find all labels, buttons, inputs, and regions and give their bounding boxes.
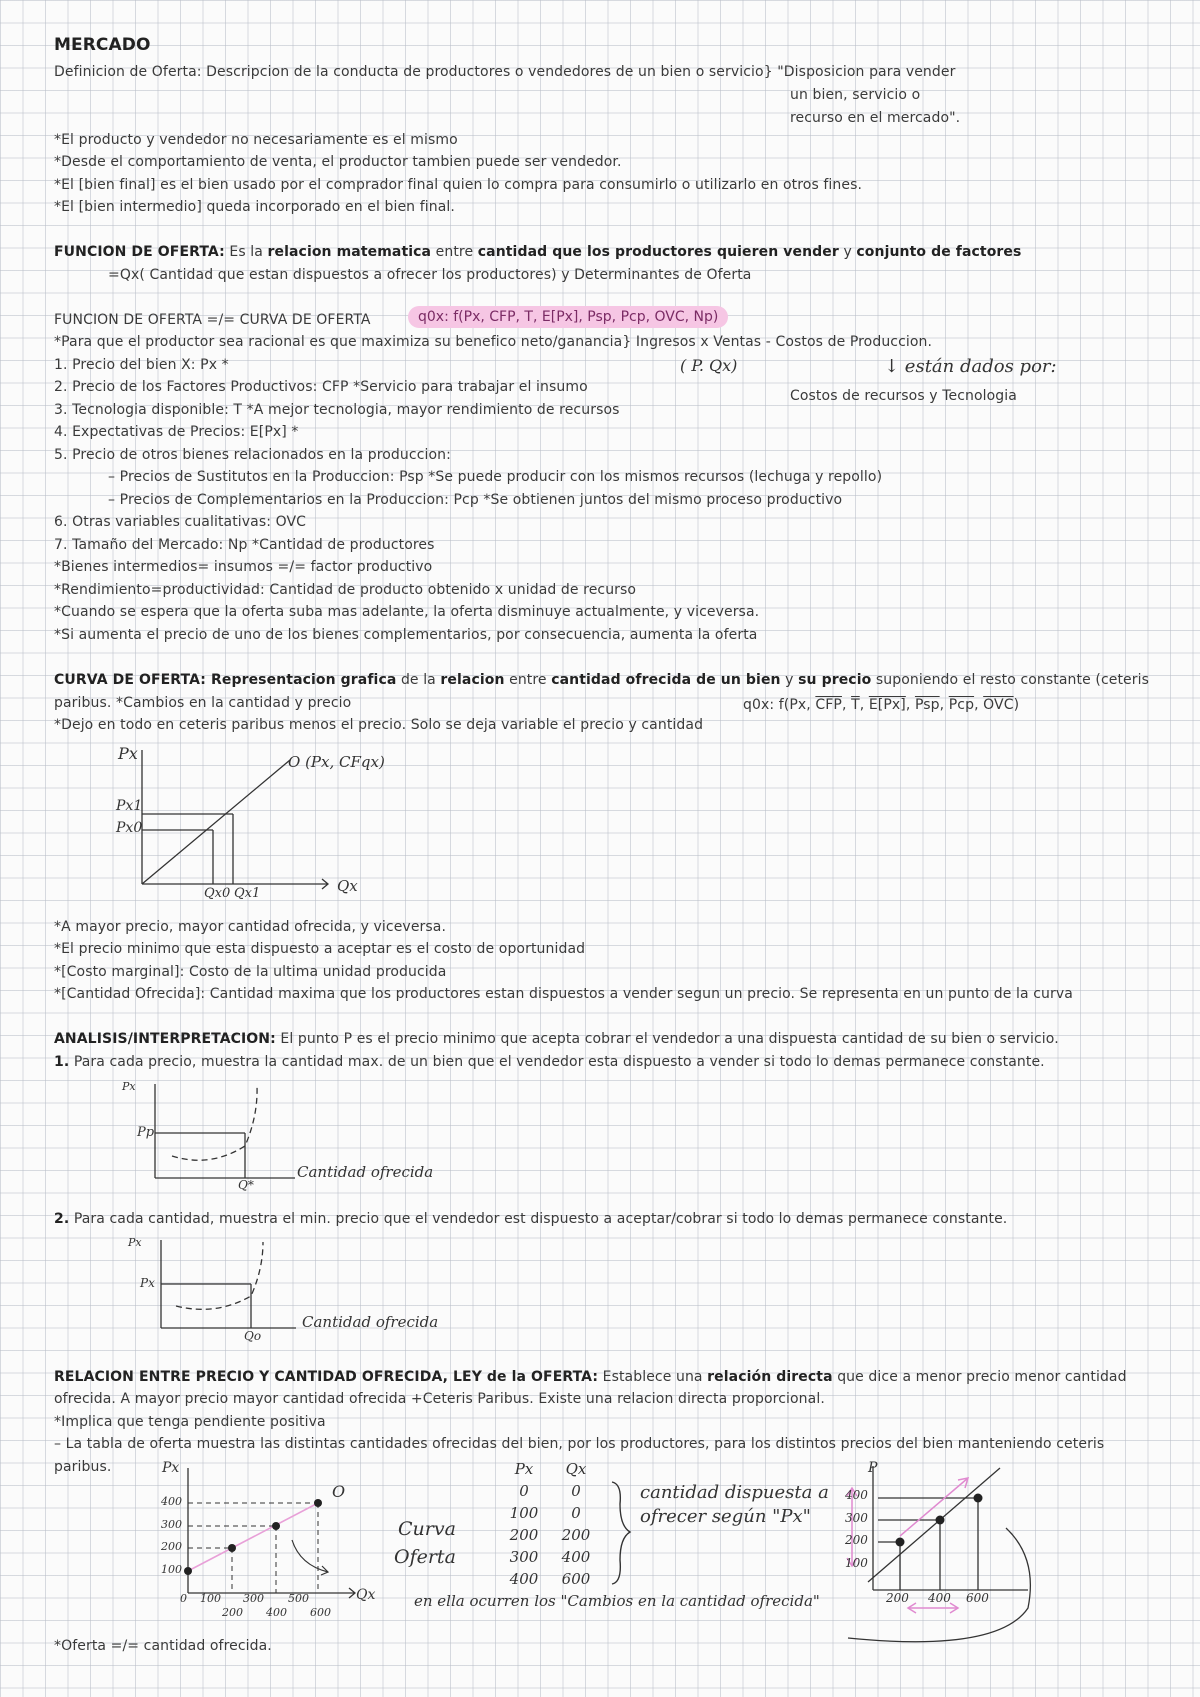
table-row (498, 1568, 602, 1590)
handwritten-note: en ella ocurren los "Cambios en la cantidad ofrecida" (414, 1592, 820, 1610)
supply-table-graph (150, 1460, 380, 1610)
curva-line: paribus. *Cambios en la cantidad y precio (54, 695, 352, 711)
point-number: 1. (54, 1054, 70, 1070)
relacion-line: paribus. (54, 1459, 112, 1475)
tick-label: Px1 (116, 798, 143, 814)
text: $\overline{Psp}$ (914, 697, 940, 713)
determinant-item: 1. Precio del bien X: Px * (54, 357, 229, 373)
tick-label: 200 (886, 1591, 909, 1605)
tick-label: 600 (966, 1591, 989, 1605)
tick-label: 600 (310, 1606, 331, 1619)
axis-label: P (868, 1460, 878, 1476)
definition-line: recurso en el mercado". (790, 110, 961, 126)
tick-label: Qx0 (204, 886, 231, 901)
tick-label: Qx1 (234, 886, 261, 901)
table-header (498, 1458, 602, 1480)
table-cell: 200 (509, 1526, 539, 1544)
table-cell: 600 (561, 1570, 591, 1588)
tick-label: 100 (845, 1556, 868, 1570)
relacion-line: – La tabla de oferta muestra las distintas cantidades ofrecidas del bien, por los productores, para los distintos precios del bien manteniendo ceteris (54, 1436, 1105, 1452)
table-row (498, 1546, 602, 1568)
bold-text: relacion (440, 672, 505, 688)
determinant-item: 7. Tamaño del Mercado: Np *Cantidad de productores (54, 537, 435, 553)
handwritten-note: Curva (398, 1518, 456, 1540)
note-line: *El [bien intermedio] queda incorporado en el bien final. (54, 199, 455, 215)
brace-mark (608, 1478, 638, 1588)
text: $\overline{CFP}$ (815, 697, 842, 713)
tick-label: 100 (161, 1563, 182, 1576)
bold-text: su precio (798, 672, 872, 688)
handwritten-note: ofrecer según "Px" (640, 1506, 811, 1527)
funcion-neq: FUNCION DE OFERTA =/= CURVA DE OFERTA (54, 312, 371, 328)
funcion-line: =Qx( Cantidad que estan dispuestos a ofrecer los productores) y Determinantes de Oferta (108, 267, 752, 283)
table-cell: 200 (561, 1526, 591, 1544)
tick-label: Px (140, 1276, 155, 1290)
axis-label: Qx (356, 1587, 376, 1603)
tick-label: 200 (161, 1540, 182, 1553)
table-cell: 300 (509, 1548, 539, 1566)
axis-label: Px (118, 744, 138, 763)
table-cell: 400 (561, 1548, 591, 1566)
axis-label: Cantidad ofrecida (297, 1163, 434, 1181)
table-cell: 400 (509, 1570, 539, 1588)
definition-line: un bien, servicio o (790, 87, 921, 103)
note-line: *[Costo marginal]: Costo de la ultima unidad producida (54, 964, 447, 980)
tick-label: 100 (200, 1592, 221, 1605)
point-number: 2. (54, 1211, 70, 1227)
supply-curve-graph-2 (828, 1458, 1048, 1648)
analisis-heading-line (54, 1030, 1059, 1048)
text: $\overline{Pcp}$ (948, 697, 975, 713)
funcion-line: Costos de recursos y Tecnologia (790, 388, 1017, 404)
funcion-heading-line (54, 243, 1021, 261)
axis-label: Cantidad ofrecida (302, 1313, 439, 1331)
note-line: *El producto y vendedor no necesariamente es el mismo (54, 132, 458, 148)
note-line: *Rendimiento=productividad: Cantidad de producto obtenido x unidad de recurso (54, 582, 637, 598)
text: $\overline{OVC}$ (983, 697, 1014, 713)
formula-ceteris: q0x: f(Px, $\overline{CFP}$, $\overline{T}$, E[Px], $\overline{Psp}$, $\overline{Pcp}$, $\overline{OVC}$) (743, 697, 1020, 713)
tick-label: 400 (928, 1591, 951, 1605)
section-heading: RELACION ENTRE PRECIO Y CANTIDAD OFRECIDA, LEY de la OFERTA: (54, 1369, 599, 1385)
relacion-heading-line (54, 1368, 1127, 1386)
note-line: *Cuando se espera que la oferta suba mas adelante, la oferta disminuye actualmente, y viceversa. (54, 604, 760, 620)
note-line: *El [bien final] es el bien usado por el comprador final quien lo compra para consumirlo o utilizarlo en otros fines. (54, 177, 863, 193)
table-row (498, 1524, 602, 1546)
tick-label: 500 (288, 1592, 309, 1605)
determinant-item: 3. Tecnologia disponible: T *A mejor tecnologia, mayor rendimiento de recursos (54, 402, 620, 418)
tick-label: 200 (222, 1606, 243, 1619)
section-heading: CURVA DE OFERTA: (54, 672, 207, 688)
table-cell: 0 (571, 1504, 581, 1522)
bold-text: relacion matematica (267, 244, 432, 260)
bold-text: Representacion grafica (206, 672, 397, 688)
text: de la (396, 672, 441, 688)
relacion-line: *Implica que tenga pendiente positiva (54, 1414, 326, 1430)
tick-label: 200 (845, 1533, 868, 1547)
determinant-item: 4. Expectativas de Precios: E[Px] * (54, 424, 299, 440)
section-heading: ANALISIS/INTERPRETACION: (54, 1031, 276, 1047)
handwritten-note: Oferta (394, 1546, 456, 1568)
text: Para cada cantidad, muestra el min. precio que el vendedor est dispuesto a aceptar/cobrar si todo lo demas permanece constante. (69, 1211, 1008, 1227)
tick-label: Q* (238, 1178, 254, 1192)
determinant-item: – Precios de Complementarios en la Produccion: Pcp *Se obtienen juntos del mismo proceso productivo (108, 492, 843, 508)
bold-text: conjunto de factores (856, 244, 1022, 260)
tick-label: 400 (161, 1495, 182, 1508)
table-cell: 0 (519, 1482, 529, 1500)
axis-label: Qx (337, 877, 358, 895)
determinant-item: 2. Precio de los Factores Productivos: CFP *Servicio para trabajar el insumo (54, 379, 588, 395)
handwritten-note: cantidad dispuesta a (640, 1482, 829, 1503)
curve-label: O (Px, CFqx) (288, 753, 385, 771)
curva-line: *Dejo en todo en ceteris paribus menos el precio. Solo se deja variable el precio y cantidad (54, 717, 704, 733)
tick-label: 0 (180, 1592, 187, 1605)
text: $\overline{T}$ (851, 697, 860, 713)
tick-label: 400 (845, 1488, 868, 1502)
final-note: *Oferta =/= cantidad ofrecida. (54, 1638, 272, 1654)
curve-label: O (332, 1482, 346, 1501)
bold-text: relación directa (707, 1369, 833, 1385)
determinant-item: – Precios de Sustitutos en la Produccion: Psp *Se puede producir con los mismos recursos (lechuga y repollo) (108, 469, 883, 485)
table-row (498, 1502, 602, 1524)
text: El punto P es el precio minimo que acepta cobrar el vendedor a una dispuesta cantidad de su bien o servicio. (275, 1031, 1059, 1047)
funcion-line: *Para que el productor sea racional es que maximiza su benefico neto/ganancia} Ingresos x Ventas - Costos de Produccion. (54, 334, 933, 350)
determinant-item: 6. Otras variables cualitativas: OVC (54, 514, 307, 530)
text: E[Px] (868, 697, 906, 713)
note-line: *Desde el comportamiento de venta, el productor tambien puede ser vendedor. (54, 154, 622, 170)
column-header: Px (514, 1460, 534, 1478)
text: entre (431, 244, 478, 260)
axis-label: Px (128, 1236, 142, 1249)
text: entre (504, 672, 552, 688)
section-heading: FUNCION DE OFERTA: (54, 244, 225, 260)
text: y (780, 672, 799, 688)
text: Es la (224, 244, 268, 260)
tick-label: 300 (161, 1518, 182, 1531)
page-title: MERCADO (54, 35, 151, 55)
tick-label: 300 (243, 1592, 264, 1605)
tick-label: 300 (845, 1511, 868, 1525)
curva-heading-line (54, 671, 1149, 689)
analisis-point (54, 1210, 1007, 1228)
formula-highlight: q0x: f(Px, CFP, T, E[Px], Psp, Pcp, OVC, Np) (408, 306, 728, 328)
tick-label: Px0 (116, 820, 143, 836)
text: Establece una (598, 1369, 708, 1385)
handwritten-note: ↓ están dados por: (884, 356, 1057, 377)
note-line: *A mayor precio, mayor cantidad ofrecida, y viceversa. (54, 919, 447, 935)
handwritten-note: ( P. Qx) (680, 356, 738, 375)
table-cell: 0 (571, 1482, 581, 1500)
table-cell: 100 (509, 1504, 539, 1522)
text: y (838, 244, 857, 260)
bold-text: cantidad ofrecida de un bien (551, 672, 781, 688)
definition-line: Definicion de Oferta: Descripcion de la conducta de productores o vendedores de un bien o servicio} "Disposicion para vender (54, 64, 956, 80)
text: ) (1013, 697, 1020, 713)
supply-table (498, 1458, 602, 1590)
relacion-line: ofrecida. A mayor precio mayor cantidad ofrecida +Ceteris Paribus. Existe una relacion directa proporcional. (54, 1391, 825, 1407)
note-line: *Si aumenta el precio de uno de los bienes complementarios, por consecuencia, aumenta la oferta (54, 627, 758, 643)
text: que dice a menor precio menor cantidad (832, 1369, 1127, 1385)
tick-label: Qo (244, 1329, 262, 1343)
table-row (498, 1480, 602, 1502)
text: q0x: f(Px, (743, 697, 816, 713)
note-line: *[Cantidad Ofrecida]: Cantidad maxima que los productores estan dispuestos a vender segun un precio. Se representa en un punto de la curva (54, 986, 1073, 1002)
analisis-point (54, 1053, 1045, 1071)
note-line: *Bienes intermedios= insumos =/= factor productivo (54, 559, 433, 575)
axis-label: Px (122, 1080, 136, 1093)
tick-label: Pp (137, 1125, 155, 1140)
column-header: Qx (565, 1460, 587, 1478)
bold-text: cantidad que los productores quieren vender (477, 244, 839, 260)
text: suponiendo el resto constante (ceteris (871, 672, 1150, 688)
determinant-item: 5. Precio de otros bienes relacionados en la produccion: (54, 447, 451, 463)
tick-label: 400 (266, 1606, 287, 1619)
axis-label: Px (162, 1460, 180, 1476)
text: Para cada precio, muestra la cantidad max. de un bien que el vendedor esta dispuesto a vender si todo lo demas permanece constante. (69, 1054, 1045, 1070)
note-line: *El precio minimo que esta dispuesto a aceptar es el costo de oportunidad (54, 941, 586, 957)
